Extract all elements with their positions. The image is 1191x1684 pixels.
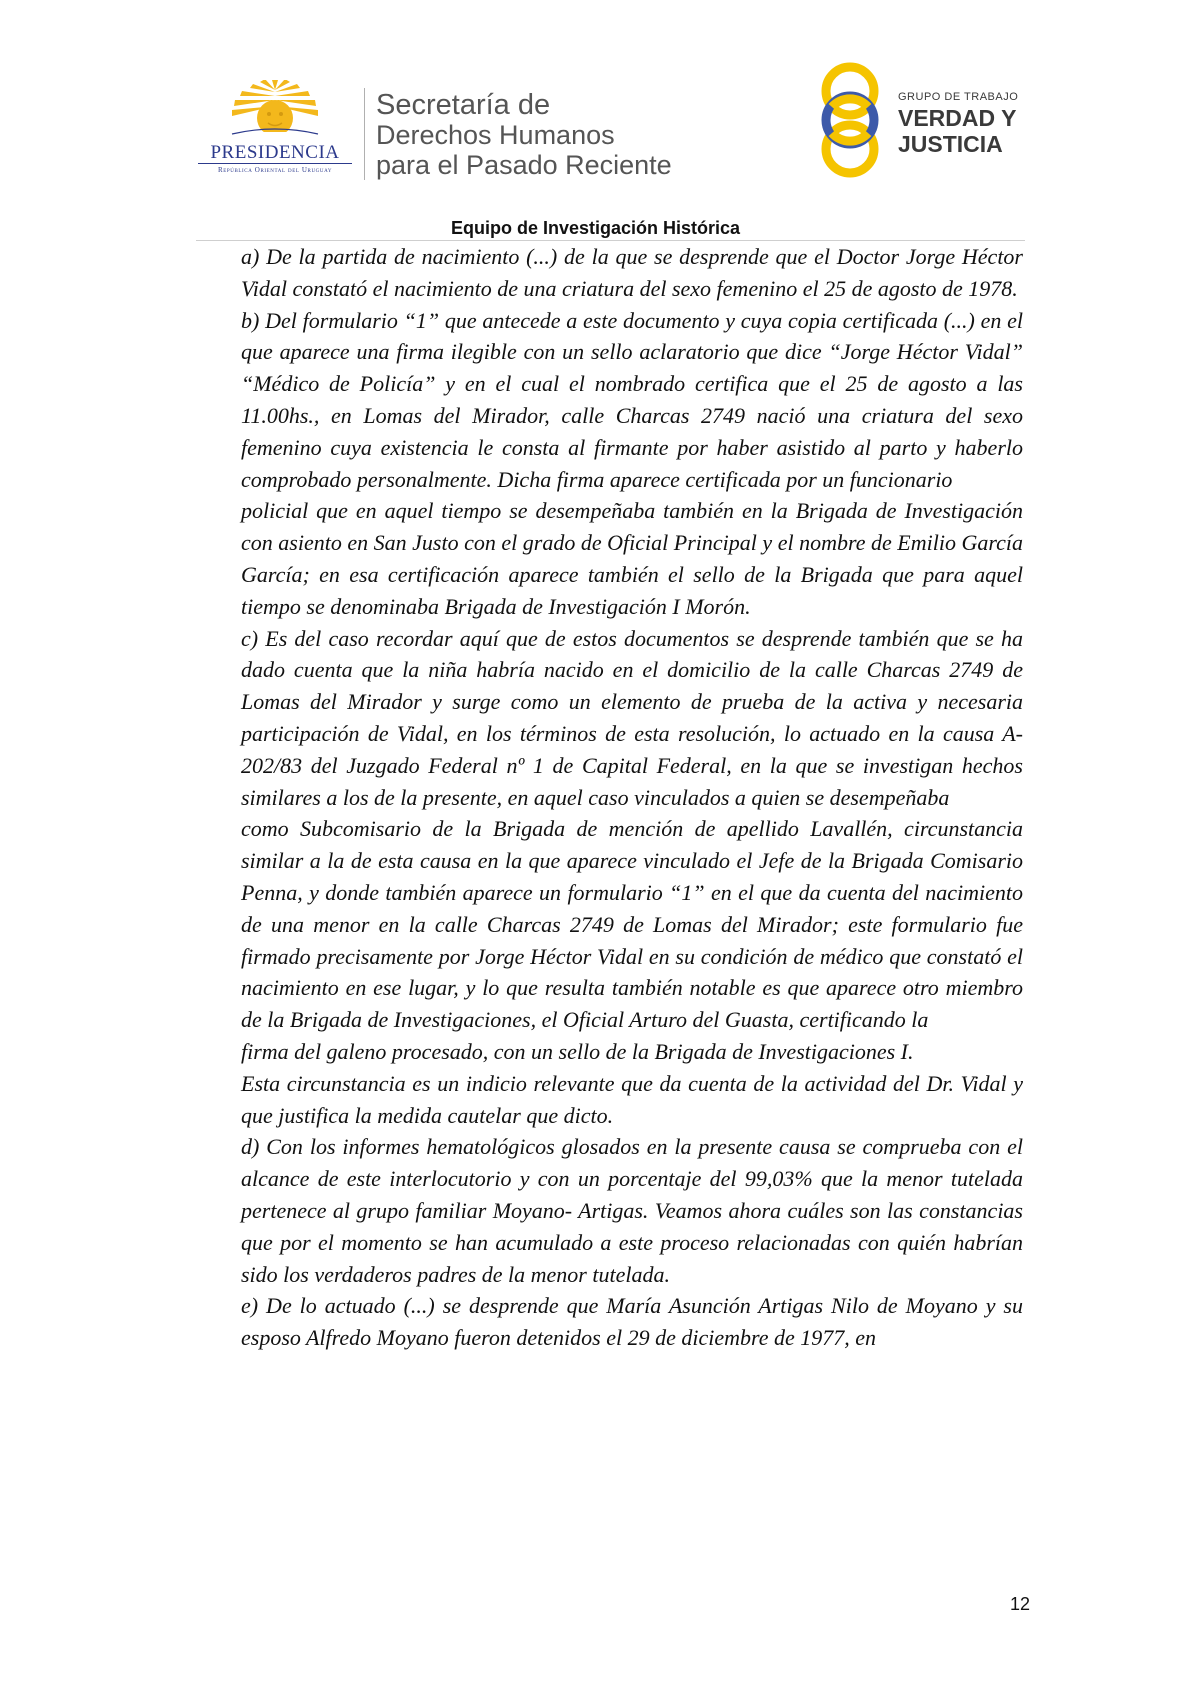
page-header — [0, 0, 1191, 240]
paragraph: b) Del formulario “1” que antecede a este documento y cuya copia certificada (...) en el que aparece una firma ilegible con un sello aclaratorio que dice “Jorge Héctor Vidal” “Médico de Policía” y en el cual el nombrado certifica que el 25 de agosto a las 11.00hs., en Lomas del Mirador, calle Charcas 2749 nació una criatura del sexo femenino cuya existencia le consta al firmante por haber asistido al parto y haberlo comprobado personalmente. Dicha firma aparece certificada por un funcionario — [241, 307, 1023, 492]
presidencia-subtitle: República Oriental del Uruguay — [217, 166, 333, 174]
sun-emblem-icon — [230, 80, 320, 150]
grupo-trabajo-text — [898, 89, 1018, 157]
paragraph: como Subcomisario de la Brigada de mención de apellido Lavallén, circunstancia similar a la de esta causa en la que aparece vinculado el Jefe de la Brigada Comisario Penna, y donde también aparece un formulario “1” en el que da cuenta del nacimiento de una menor en la calle Charcas 2749 de Lomas del Mirador; este formulario fue firmado precisamente por Jorge Héctor Vidal en su condición de médico que constató el nacimiento en ese lugar, y lo que resulta también notable es que aparece otro miembro de la Brigada de Investigaciones, el Oficial Arturo del Guasta, certificando la — [241, 816, 1023, 1033]
grupo-trabajo-line3: JUSTICIA — [898, 131, 1003, 157]
secretaria-line2: Derechos Humanos — [376, 120, 615, 150]
document-body — [241, 241, 1023, 1354]
paragraph: a) De la partida de nacimiento (...) de la que se desprende que el Doctor Jorge Héctor Vidal constató el nacimiento de una criatura del sexo femenino el 25 de agosto de 1978. — [241, 244, 1023, 301]
page-number: 12 — [1009, 1594, 1030, 1614]
paragraph: e) De lo actuado (...) se desprende que María Asunción Artigas Nilo de Moyano y su esposo Alfredo Moyano fueron detenidos el 29 de diciembre de 1977, en — [241, 1293, 1023, 1351]
paragraph: Esta circunstancia es un indicio relevante que da cuenta de la actividad del Dr. Vidal y que justifica la medida cautelar que dicto. — [241, 1070, 1023, 1128]
presidencia-name: PRESIDENCIA — [210, 142, 340, 163]
grupo-trabajo-line2: VERDAD Y — [898, 105, 1017, 131]
secretaria-line3: para el Pasado Reciente — [376, 150, 672, 180]
header-divider — [364, 88, 365, 180]
secretaria-line1: Secretaría de — [376, 89, 551, 121]
paragraph: policial que en aquel tiempo se desempeñaba también en la Brigada de Investigación con asiento en San Justo con el grado de Oficial Principal y el nombre de Emilio García García; en esa certificación aparece también el sello de la Brigada que para aquel tiempo se denominaba Brigada de Investigación I Morón. — [241, 498, 1023, 619]
paragraph: firma del galeno procesado, con un sello de la Brigada de Investigaciones I. — [241, 1038, 914, 1064]
presidencia-divider — [198, 163, 352, 164]
grupo-trabajo-logo — [810, 55, 1030, 190]
interlocking-rings-icon — [810, 55, 900, 185]
paragraph: d) Con los informes hematológicos glosados en la presente causa se comprueba con el alcance de este interlocutorio y con un porcentaje del 99,03% que la menor tutelada pertenece al grupo familiar Moyano- Artigas. Veamos ahora cuáles son las constancias que por el momento se han acumulado a este proceso relacionadas con quién habrían sido los verdaderos padres de la menor tutelada. — [241, 1134, 1023, 1287]
secretaria-logo-text — [376, 90, 672, 180]
grupo-trabajo-line1: GRUPO DE TRABAJO — [898, 91, 1019, 103]
section-title: Equipo de Investigación Histórica — [450, 218, 741, 238]
paragraph: c) Es del caso recordar aquí que de estos documentos se desprende también que se ha dado cuenta que la niña habría nacido en el domicilio de la calle Charcas 2749 de Lomas del Mirador y surge como un elemento de prueba de la activa y necesaria participación de Vidal, en los términos de esta resolución, lo actuado en la causa A- 202/83 del Juzgado Federal nº 1 de Capital Federal, en la que se investigan hechos similares a los de la presente, en aquel caso vinculados a quien se desempeñaba — [241, 625, 1023, 810]
presidencia-logo — [196, 80, 354, 190]
